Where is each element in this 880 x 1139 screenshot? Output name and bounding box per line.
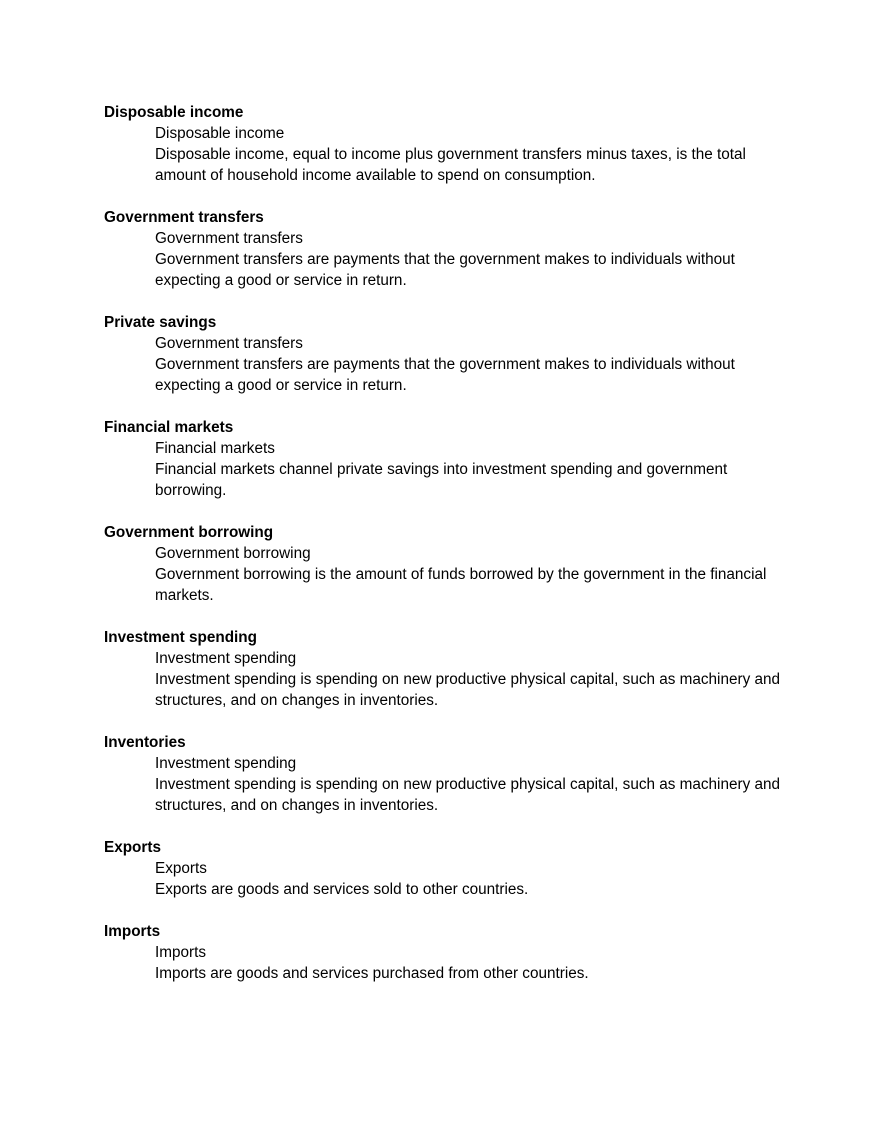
entry-subterm: Imports — [155, 944, 206, 961]
entry-subterm: Government borrowing — [155, 545, 311, 562]
entry-term: Government transfers — [104, 209, 264, 226]
entry-term: Government borrowing — [104, 524, 274, 541]
entry-term: Disposable income — [104, 104, 244, 121]
entry-term: Investment spending — [104, 629, 257, 646]
entry-definition: Government transfers are payments that the government makes to individuals without expecting a good or service in return. — [155, 356, 735, 394]
glossary-page — [104, 102, 784, 1005]
entry-definition: Investment spending is spending on new productive physical capital, such as machinery and structures, and on changes in inventories. — [155, 671, 780, 709]
entry-definition: Financial markets channel private savings into investment spending and government borrowing. — [155, 461, 728, 499]
entry-term: Private savings — [104, 314, 217, 331]
glossary-entry-inventories — [104, 732, 784, 816]
glossary-entry-investment-spending — [104, 627, 784, 711]
glossary-entry-private-savings — [104, 312, 784, 396]
glossary-entry-imports — [104, 921, 784, 984]
glossary-entry-government-transfers — [104, 207, 784, 291]
entry-term: Exports — [104, 839, 161, 856]
glossary-entry-government-borrowing — [104, 522, 784, 606]
entry-definition: Government borrowing is the amount of funds borrowed by the government in the financial markets. — [155, 566, 767, 604]
entry-subterm: Exports — [155, 860, 207, 877]
entry-subterm: Investment spending — [155, 650, 297, 667]
entry-definition: Investment spending is spending on new productive physical capital, such as machinery and structures, and on changes in inventories. — [155, 776, 780, 814]
glossary-entry-exports — [104, 837, 784, 900]
entry-definition: Imports are goods and services purchased from other countries. — [155, 965, 589, 982]
glossary-entry-financial-markets — [104, 417, 784, 501]
entry-term: Imports — [104, 923, 161, 940]
entry-subterm: Financial markets — [155, 440, 275, 457]
entry-definition: Exports are goods and services sold to other countries. — [155, 881, 529, 898]
entry-term: Inventories — [104, 734, 186, 751]
entry-subterm: Government transfers — [155, 230, 303, 247]
entry-definition: Disposable income, equal to income plus government transfers minus taxes, is the total amount of household income available to spend on consumption. — [155, 146, 746, 184]
glossary-entry-disposable-income — [104, 102, 784, 186]
entry-subterm: Investment spending — [155, 755, 297, 772]
entry-subterm: Disposable income — [155, 125, 285, 142]
entry-definition: Government transfers are payments that the government makes to individuals without expecting a good or service in return. — [155, 251, 735, 289]
entry-subterm: Government transfers — [155, 335, 303, 352]
entry-term: Financial markets — [104, 419, 234, 436]
